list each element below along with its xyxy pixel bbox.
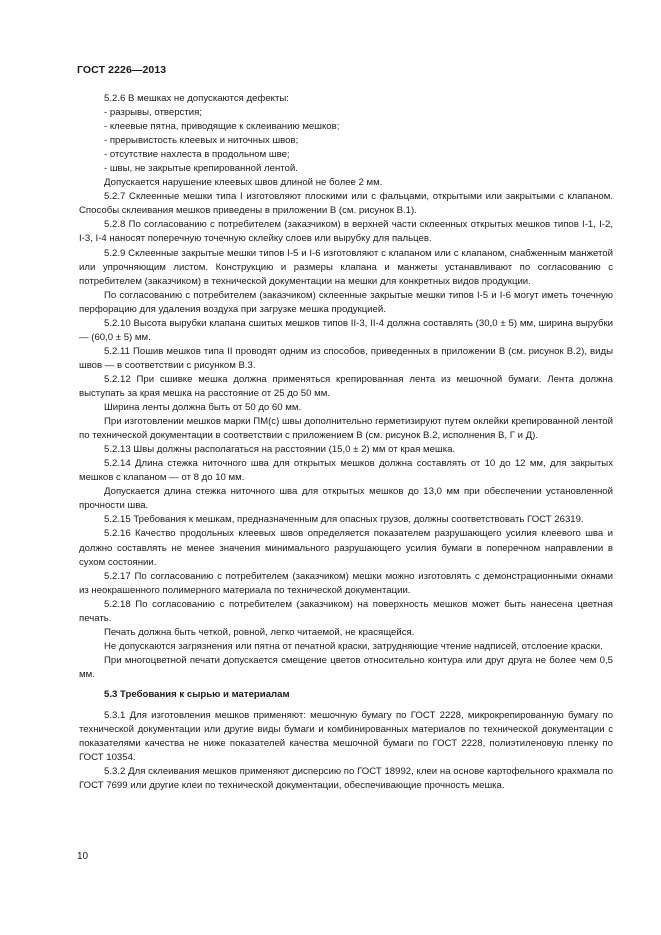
paragraph-5-2-12: 5.2.12 При сшивке мешка должна применяться крепированная лента из мешочной бумаги. Лента должна выступать за края мешка на расстояние от 25 до 50 мм.	[79, 373, 613, 399]
paragraph-5-2-6: 5.2.6 В мешках не допускаются дефекты:	[104, 93, 289, 104]
paragraph-5-2-13: 5.2.13 Швы должны располагаться на расстоянии (15,0 ± 2) мм от края мешка.	[104, 444, 456, 456]
document-body	[79, 92, 613, 793]
page-number: 10	[77, 851, 89, 862]
paragraph-5-2-14: 5.2.14 Длина стежка ниточного шва для открытых мешков должна составлять от 10 до 12 мм, для закрытых мешков с клапаном — от 8 до 10 мм.	[79, 458, 613, 484]
section-title: 5.3 Требования к сырью и материалам	[104, 688, 290, 700]
defect-list-item: - отсутствие нахлеста в продольном шве;	[104, 149, 290, 161]
paragraph-5-2-10: 5.2.10 Высота вырубки клапана сшитых мешков типов II-3, II-4 должна составлять (30,0 ± 5) мм, ширина вырубки — (60,0 ± 5) мм.	[79, 317, 613, 343]
defect-list-item: - прерывистость клеевых и ниточных швов;	[104, 135, 299, 147]
paragraph: При изготовлении мешков марки ПМ(с) швы дополнительно герметизируют путем оклейки крепированной лентой по технической документации в соответствии с приложением В (см. рисунок В.2, исполнения В, Г и Д).	[79, 416, 613, 442]
paragraph-5-2-17: 5.2.17 По согласованию с потребителем (заказчиком) мешки можно изготовлять с демонстрационными окнами из неокрашенного полимерного материала по технической документации.	[79, 570, 613, 596]
paragraph: Допускается нарушение клеевых швов длиной не более 2 мм.	[104, 177, 383, 189]
paragraph: Не допускаются загрязнения или пятна от печатной краски, затрудняющие чтение надписей, отслоение краски.	[104, 640, 603, 652]
paragraph-5-2-11: 5.2.11 Пошив мешков типа II проводят одним из способов, приведенных в приложении В (см. рисунок В.2), виды швов — в соответствии с рисунком В.3.	[79, 345, 613, 371]
defect-list-item: - клеевые пятна, приводящие к склеиванию мешков;	[104, 121, 340, 133]
defect-list-item: - швы, не закрытые крепированной лентой.	[104, 163, 298, 175]
paragraph-5-2-18: 5.2.18 По согласованию с потребителем (заказчиком) на поверхность мешков может быть нанесена цветная печать.	[79, 598, 613, 624]
paragraph-5-2-16: 5.2.16 Качество продольных клеевых швов определяется показателем разрушающего усилия клеевого шва и должно составлять не менее значения минимального разрушающего усилия бумаги в поперечном направлении в сухом состоянии.	[79, 528, 613, 568]
paragraph-5-2-8: 5.2.8 По согласованию с потребителем (заказчиком) в верхней части склеенных открытых мешков типов I-1, I-2, I-3, I-4 наносят поперечную точечную склейку слоев или вырубку для пальцев.	[79, 219, 613, 245]
paragraph-5-2-9: 5.2.9 Склеенные закрытые мешки типов I-5 и I-6 изготовляют с клапаном или с клапаном, снабженным манжетой или упрочняющим листом. Конструкцию и размеры клапана и манжеты устанавливают по согласованию с потребителем (заказчиком) в технической документации на мешки для конкретных видов продукции.	[79, 247, 613, 287]
paragraph: Печать должна быть четкой, ровной, легко читаемой, не красящейся.	[104, 626, 415, 638]
defect-list-item: - разрывы, отверстия;	[104, 107, 202, 119]
paragraph-5-2-7: 5.2.7 Склеенные мешки типа I изготовляют плоскими или с фальцами, открытыми или закрытыми с клапаном. Способы склеивания мешков приведены в приложении В (см. рисунок В.1).	[79, 191, 613, 217]
paragraph: При многоцветной печати допускается смещение цветов относительно контура или друг друга не более чем 0,5 мм.	[79, 654, 613, 680]
paragraph-5-2-15: 5.2.15 Требования к мешкам, предназначенным для опасных грузов, должны соответствовать ГОСТ 26319.	[104, 514, 584, 526]
paragraph: По согласованию с потребителем (заказчиком) склеенные закрытые мешки типов I-5 и I-6 могут иметь точечную перфорацию для удаления воздуха при загрузке мешка продукцией.	[79, 289, 613, 315]
document-header: ГОСТ 2226—2013	[77, 64, 167, 76]
paragraph: Допускается длина стежка ниточного шва для открытых мешков до 13,0 мм при обеспечении установленной прочности шва.	[79, 486, 613, 512]
paragraph-5-3-2: 5.3.2 Для склеивания мешков применяют дисперсию по ГОСТ 18992, клеи на основе картофельного крахмала по ГОСТ 7699 или другие клеи по технической документации, обеспечивающие прочность мешка.	[79, 766, 613, 792]
paragraph-5-3-1: 5.3.1 Для изготовления мешков применяют: мешочную бумагу по ГОСТ 2228, микрокрепированную бумагу по технической документации или другие виды бумаги и комбинированных материалов по технической документации с показателями качества не ниже показателей качества мешочной бумаги по ГОСТ 2228, полиэтиленовую пленку по ГОСТ 10354.	[79, 710, 613, 764]
paragraph: Ширина ленты должна быть от 50 до 60 мм.	[104, 402, 302, 414]
